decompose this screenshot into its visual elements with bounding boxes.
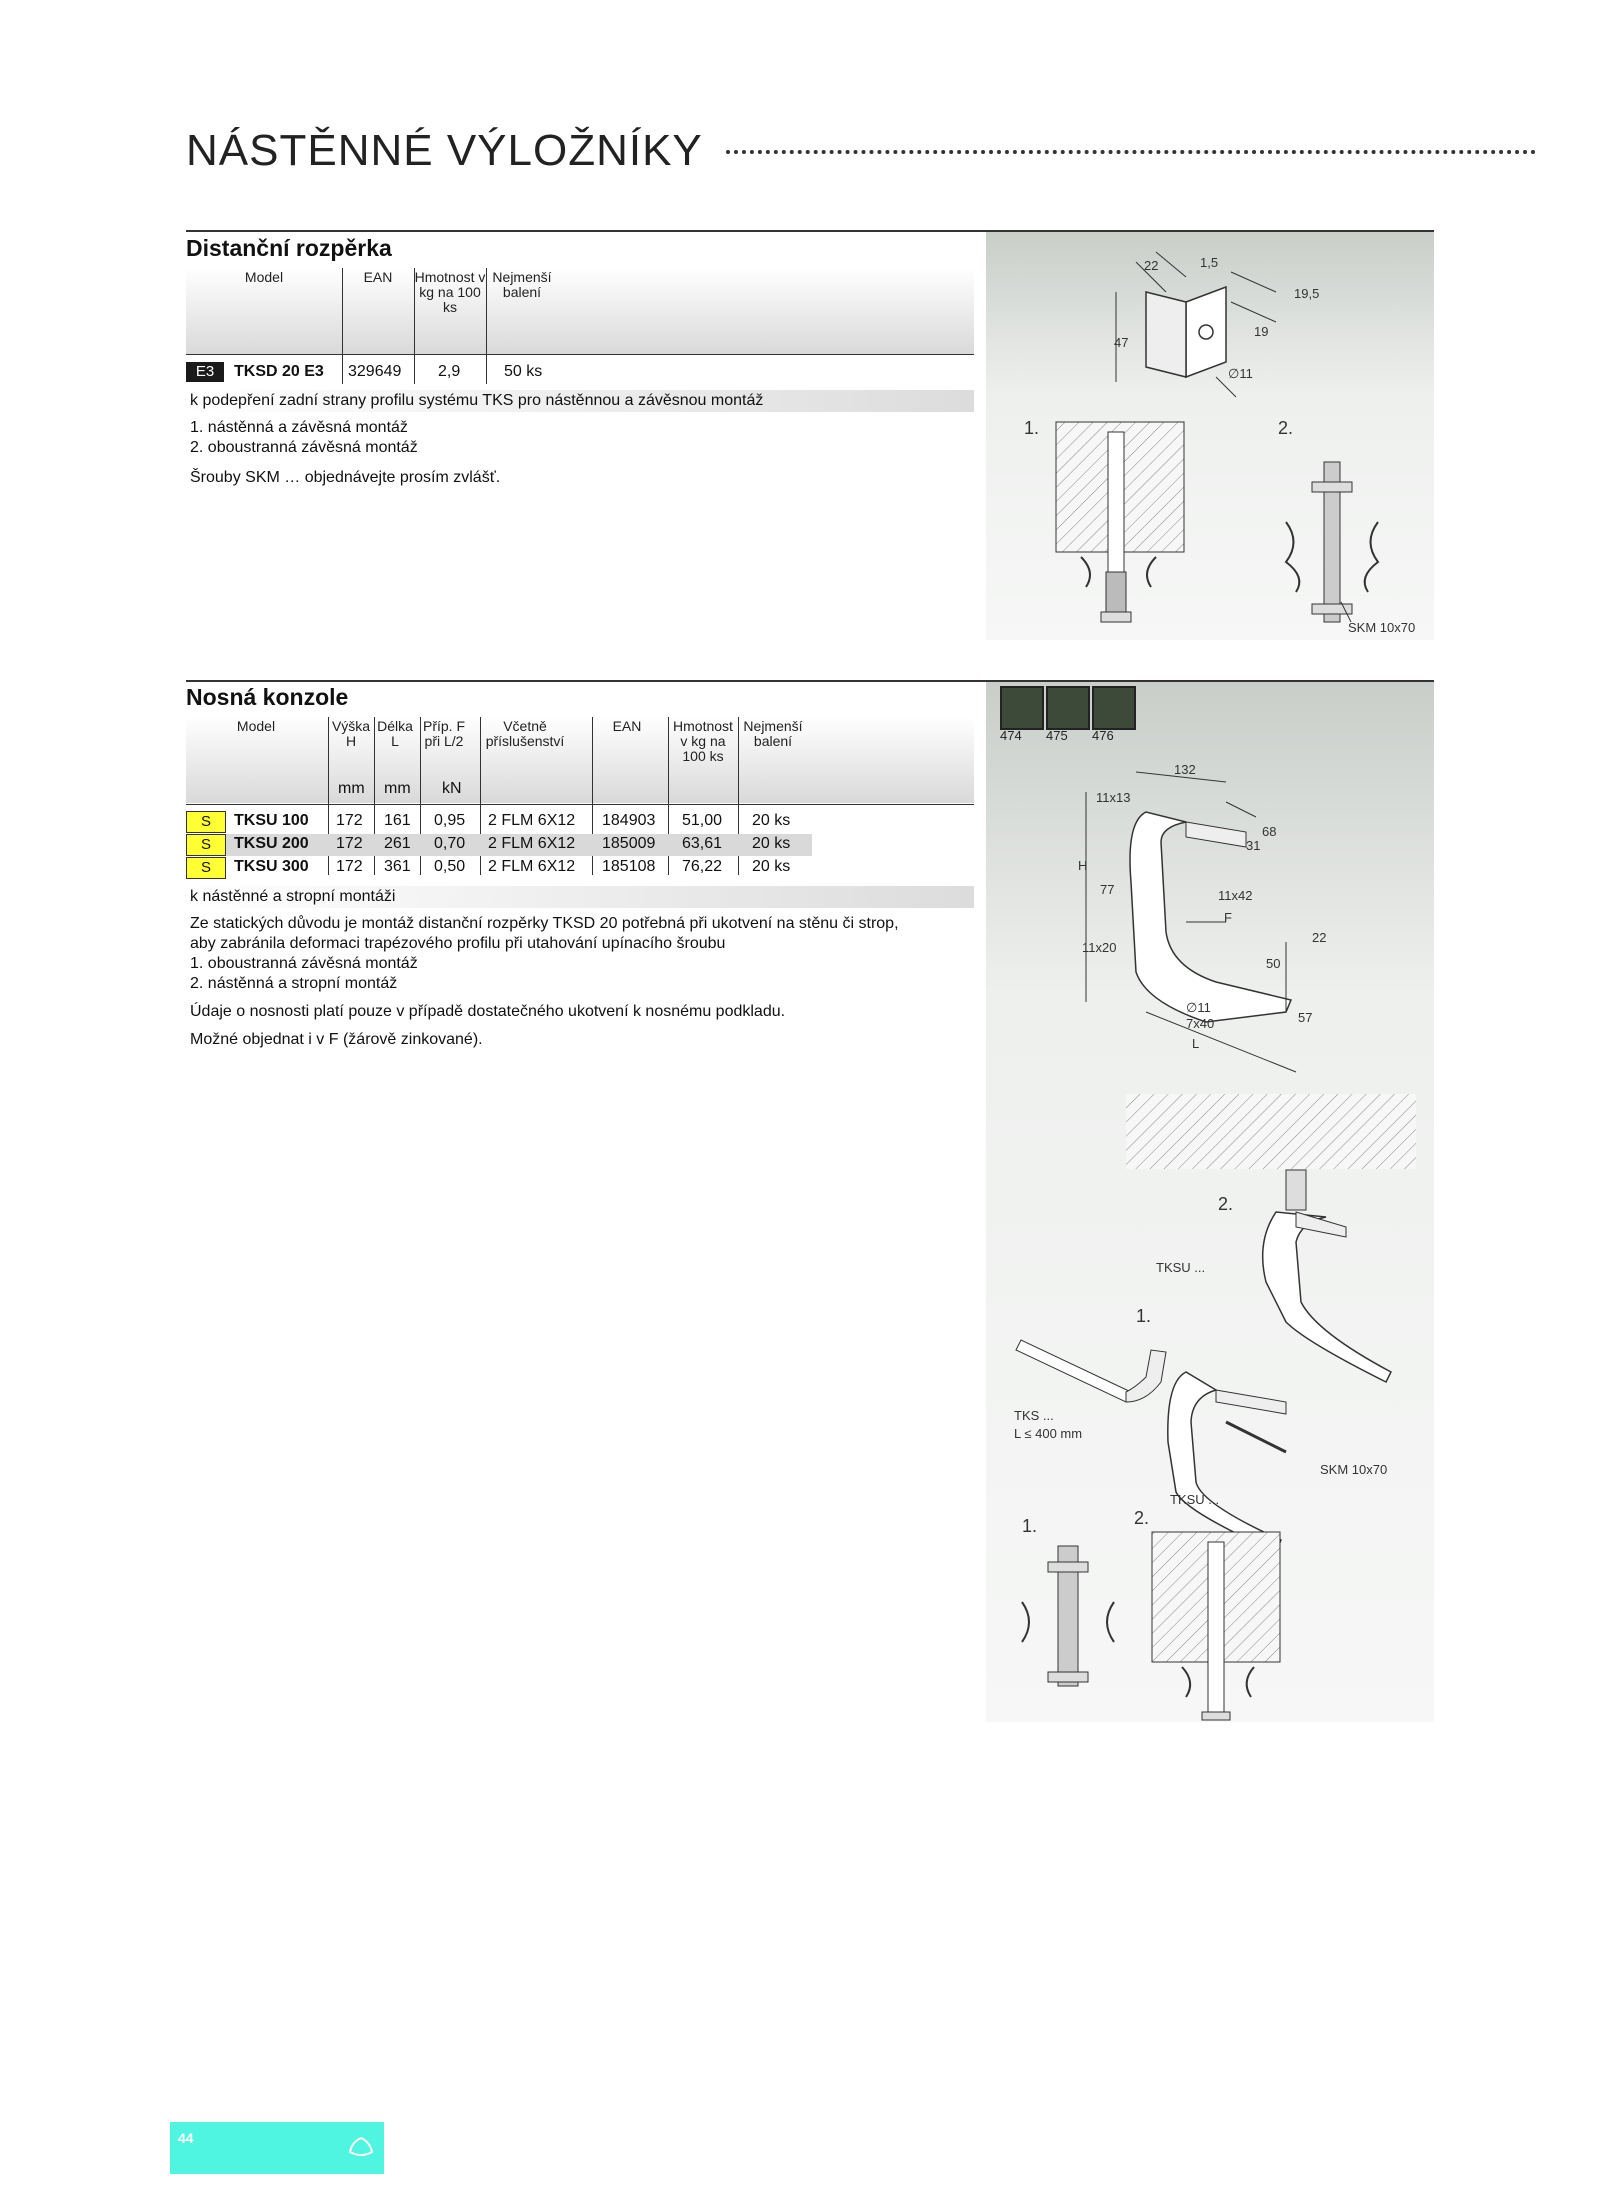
- section2-remark-1: Údaje o nosnosti platí pouze v případě dostatečného ukotvení k nosnému podkladu.: [190, 1003, 786, 1020]
- svg-text:68: 68: [1262, 824, 1277, 839]
- section2-note: k nástěnné a stropní montáži: [190, 888, 396, 905]
- page-number: 44: [178, 2130, 194, 2146]
- svg-text:11x13: 11x13: [1096, 790, 1131, 805]
- row-ean: 329649: [348, 363, 402, 380]
- svg-text:11x42: 11x42: [1218, 888, 1253, 903]
- col-model: Model: [244, 269, 284, 285]
- col-pack: Nejmenší balení: [492, 269, 552, 300]
- section2-drawing: [986, 682, 1434, 1722]
- section1-drawing: [986, 232, 1434, 640]
- section1-note-band: [186, 390, 974, 412]
- section2-line-4: 2. nástěnná a stropní montáž: [190, 975, 398, 992]
- page-tab: [170, 2122, 384, 2174]
- svg-text:∅11: ∅11: [1228, 366, 1253, 381]
- svg-text:19,5: 19,5: [1294, 286, 1320, 301]
- svg-text:2.: 2.: [1134, 1508, 1150, 1528]
- svg-text:1.: 1.: [1024, 418, 1040, 438]
- svg-text:31: 31: [1246, 838, 1261, 853]
- icon-label-475: 475: [1046, 728, 1068, 743]
- col-weight: Hmotnost v kg na 100 ks: [414, 269, 486, 315]
- row-weight: 2,9: [438, 363, 461, 380]
- icon-label-476: 476: [1092, 728, 1114, 743]
- svg-text:2.: 2.: [1218, 1194, 1234, 1214]
- col-weight: Hmotnost v kg na 100 ks: [673, 718, 733, 764]
- svg-text:TKSU ...: TKSU ...: [1170, 1492, 1220, 1507]
- title-dotted-leader: [726, 150, 1536, 154]
- svg-text:SKM 10x70: SKM 10x70: [1320, 1462, 1388, 1477]
- row-pack: 20 ks: [752, 812, 791, 829]
- row-l: 361: [384, 858, 411, 875]
- unit-f: kN: [442, 780, 462, 797]
- section2-table-header: [186, 717, 974, 803]
- col-model: Model: [236, 718, 276, 734]
- unit-l: mm: [384, 780, 411, 797]
- svg-text:F: F: [1224, 910, 1232, 925]
- svg-text:TKS ...: TKS ...: [1014, 1408, 1054, 1423]
- svg-text:22: 22: [1312, 930, 1327, 945]
- row-pack: 20 ks: [752, 858, 791, 875]
- section2-remark-2: Možné objednat i v F (žárově zinkované).: [190, 1031, 483, 1048]
- row-model: TKSU 200: [234, 835, 309, 852]
- row-weight: 63,61: [682, 835, 723, 852]
- col-ean: EAN: [612, 718, 642, 734]
- svg-text:132: 132: [1174, 762, 1196, 777]
- section1-line-1: 1. nástěnná a závěsná montáž: [190, 419, 408, 436]
- col-length: Délka L: [377, 718, 413, 749]
- svg-text:L: L: [1192, 1036, 1200, 1051]
- row-model: TKSU 300: [234, 858, 309, 875]
- row-acc: 2 FLM 6X12: [488, 812, 576, 829]
- col-accessories: Včetně příslušenství: [485, 718, 565, 749]
- row-weight: 51,00: [682, 812, 723, 829]
- row-ean: 185108: [602, 858, 656, 875]
- section2-heading: Nosná konzole: [186, 684, 349, 710]
- row-f: 0,70: [434, 835, 466, 852]
- section2-line-2: aby zabránila deformaci trapézového profilu při utahování upínacího šroubu: [190, 935, 726, 952]
- svg-text:∅11: ∅11: [1186, 1000, 1211, 1015]
- row-ean: 184903: [602, 812, 656, 829]
- badge-s: S: [186, 811, 226, 833]
- col-height: Výška H: [331, 718, 371, 749]
- svg-text:50: 50: [1266, 956, 1281, 971]
- svg-text:1,5: 1,5: [1200, 255, 1219, 270]
- svg-text:77: 77: [1100, 882, 1115, 897]
- col-load: Příp. F při L/2: [422, 718, 465, 749]
- section1-line-2: 2. oboustranná závěsná montáž: [190, 439, 418, 456]
- svg-text:47: 47: [1114, 335, 1129, 350]
- svg-text:19: 19: [1254, 324, 1269, 339]
- row-ean: 185009: [602, 835, 656, 852]
- row-pack: 20 ks: [752, 835, 791, 852]
- page-title: NÁSTĚNNÉ VÝLOŽNÍKY: [186, 126, 703, 175]
- row-l: 161: [384, 812, 411, 829]
- badge-s: S: [186, 857, 226, 879]
- unit-h: mm: [338, 780, 365, 797]
- svg-text:2.: 2.: [1278, 418, 1294, 438]
- section2-note-band: [186, 886, 974, 908]
- row-h: 172: [336, 812, 363, 829]
- section2-line-1: Ze statických důvodu je montáž distanční rozpěrky TKSD 20 potřebná při ukotvení na stěnu či strop,: [190, 915, 899, 932]
- row-acc: 2 FLM 6X12: [488, 835, 576, 852]
- row-acc: 2 FLM 6X12: [488, 858, 576, 875]
- svg-text:22: 22: [1144, 258, 1159, 273]
- badge-s: S: [186, 834, 226, 856]
- svg-text:7x40: 7x40: [1186, 1016, 1215, 1031]
- section1-heading: Distanční rozpěrka: [186, 235, 392, 261]
- brand-logo-icon: [346, 2132, 376, 2162]
- badge-e3: E3: [186, 362, 224, 382]
- row-f: 0,50: [434, 858, 466, 875]
- svg-text:SKM 10x70: SKM 10x70: [1348, 620, 1416, 635]
- svg-text:57: 57: [1298, 1010, 1313, 1025]
- col-ean: EAN: [363, 269, 393, 285]
- section2-line-3: 1. oboustranná závěsná montáž: [190, 955, 418, 972]
- row-h: 172: [336, 858, 363, 875]
- col-pack: Nejmenší balení: [743, 718, 803, 749]
- section1-remark: Šrouby SKM … objednávejte prosím zvlášť.: [190, 469, 501, 486]
- row-l: 261: [384, 835, 411, 852]
- svg-text:L ≤ 400 mm: L ≤ 400 mm: [1014, 1426, 1083, 1441]
- svg-text:H: H: [1078, 858, 1088, 873]
- section1-table-header: [186, 268, 974, 354]
- row-h: 172: [336, 835, 363, 852]
- row-model: TKSD 20 E3: [234, 363, 324, 380]
- row-f: 0,95: [434, 812, 466, 829]
- icon-label-474: 474: [1000, 728, 1022, 743]
- svg-text:11x20: 11x20: [1082, 940, 1117, 955]
- row-model: TKSU 100: [234, 812, 309, 829]
- svg-text:TKSU ...: TKSU ...: [1156, 1260, 1206, 1275]
- row-weight: 76,22: [682, 858, 723, 875]
- row-pack: 50 ks: [504, 363, 543, 380]
- section1-note: k podepření zadní strany profilu systému TKS pro nástěnnou a závěsnou montáž: [190, 392, 764, 409]
- svg-text:1.: 1.: [1136, 1306, 1152, 1326]
- svg-text:1.: 1.: [1022, 1516, 1038, 1536]
